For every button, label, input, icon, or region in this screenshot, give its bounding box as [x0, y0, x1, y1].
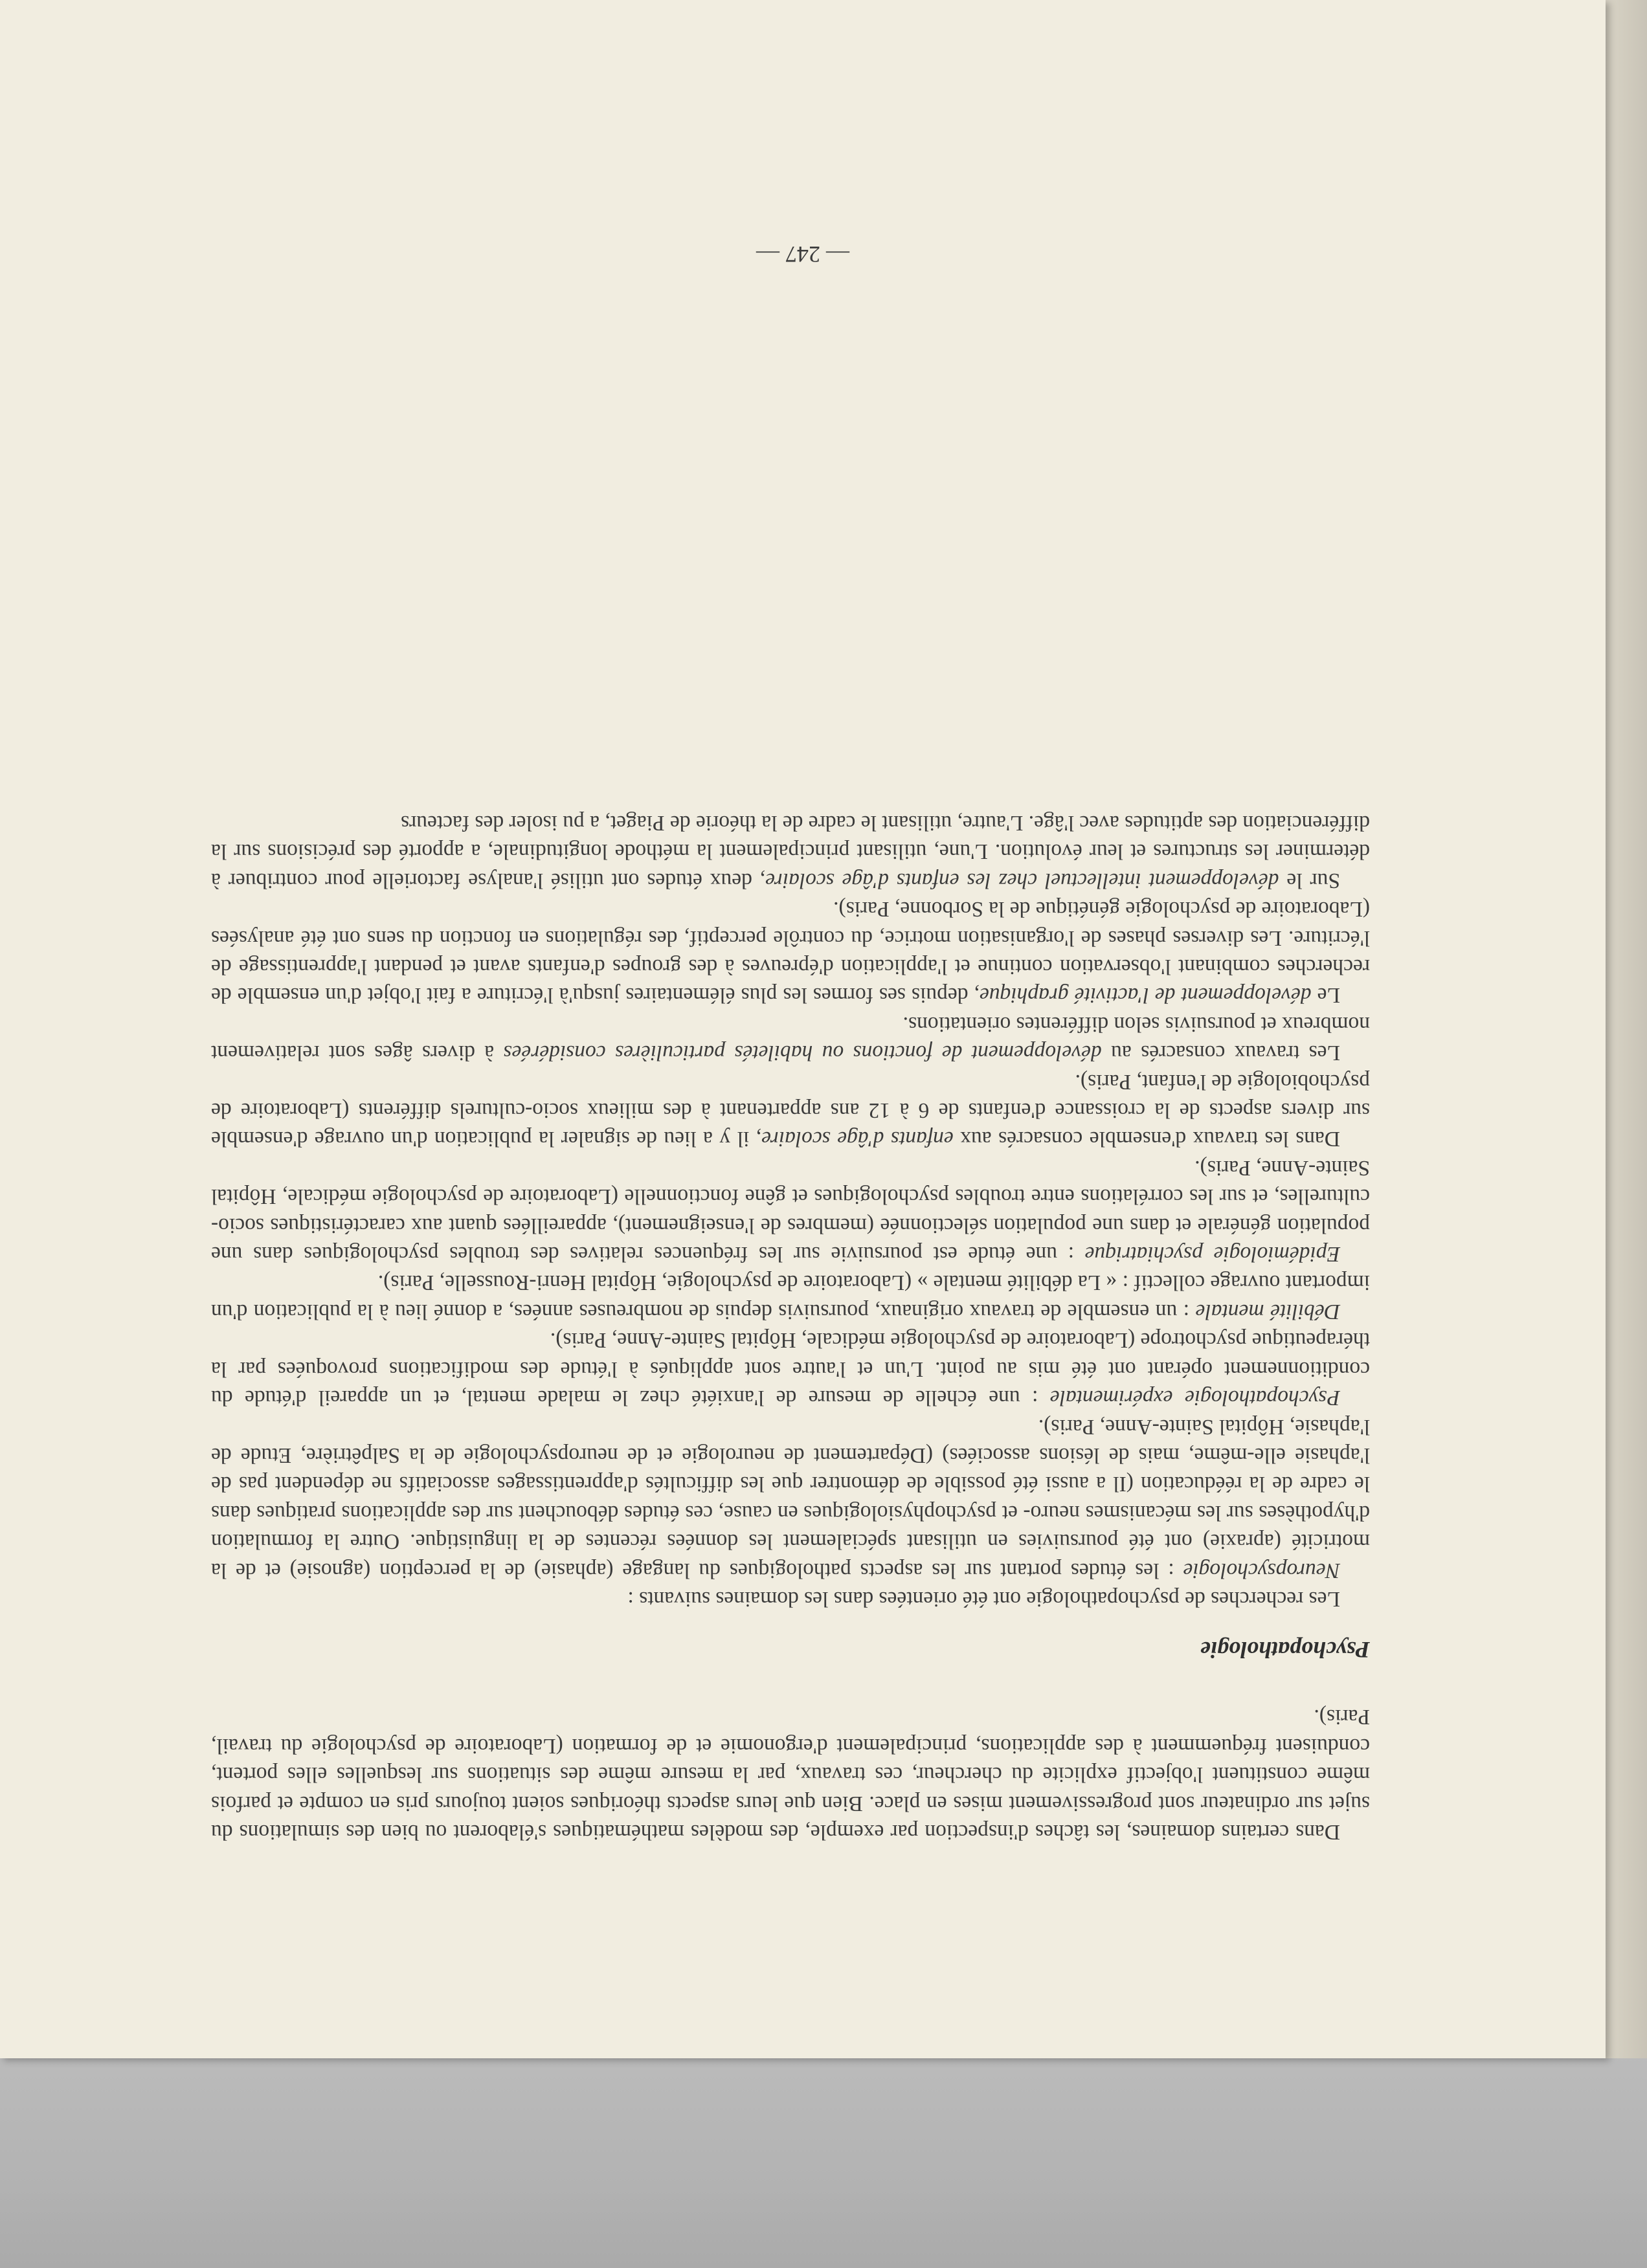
- page-edge: [1606, 0, 1647, 2058]
- text-neuropsychologie: : les études portant sur les aspects pathologiques du langage (aphasie) de la perception (agnosie) et de la motricité (apraxie) ont été poursuivies en utilisant spécialement les données récentes de la linguistique. Outre la formulation d'hypothèses sur les mécanismes neuro- et psychophysiologiques en cause, ces études débouchent sur des applications pratiques dans le cadre de la rééducation (Il a aussi été possible de démontrer que les difficultés d'apprentissages associatifs ne dépendent pas de l'aphasie elle-même, mais de lésions associées) (Département de neurologie et de neuropsychologie de la Salpêtrière, Etude de l'aphasie, Hôpital Sainte-Anne, Paris).: [211, 1414, 1370, 1583]
- text-graphique-1: Le: [1311, 983, 1340, 1008]
- term-enfants-age-scolaire: enfants d'âge scolaire: [761, 1127, 954, 1151]
- page-number: — 247 —: [756, 241, 849, 267]
- text-graphique-2: , depuis ses formes les plus élémentaires jusqu'à l'écriture a fait l'objet d'un ensemble de recherches combinant l'observation continue et l'application d'épreuves à des groupes d'enfants avant et pendant l'apprentissage de l'écriture. Les diverses phases de l'organisation motrice, du contrôle perceptif, des régulations en fonction du sens ont été analysées (Laboratoire de psychologie génétique de la Sorbonne, Paris).: [211, 897, 1370, 1008]
- paragraph-debilite-mentale: [211, 1268, 1370, 1326]
- term-fonctions: développement de fonctions ou habiletés particulières considérées: [503, 1041, 1102, 1065]
- text-fonctions-1: Les travaux consacrés au: [1101, 1041, 1340, 1065]
- paragraph-activite-graphique: [211, 895, 1370, 1010]
- paragraph-epidemiologie: [211, 1153, 1370, 1268]
- paragraph-neuropsychologie: [211, 1412, 1370, 1584]
- text-fonctions-2: à divers âges sont relativement nombreux et poursuivis selon différentes orientations.: [211, 1012, 1370, 1065]
- intro-paragraph: Dans certains domaines, les tâches d'inspection par exemple, des modèles mathématiques s'élaborent ou bien des simulations du sujet sur ordinateur sont progressivement mises en place. Bien que leurs aspects théoriques soient toujours pris en compte et parfois même constituent l'objectif explicite du chercheur, ces travaux, par la mesure même des situations sur lesquelles elles portent, conduisent fréquemment à des applications, principalement d'ergonomie et de formation (Laboratoire de psychologie du travail, Paris).: [211, 1705, 1370, 1844]
- scanner-background: [0, 2039, 1647, 2268]
- text-debilite-mentale: : un ensemble de travaux originaux, poursuivis depuis de nombreuses années, a donné lieu à la publication d'un important ouvrage collectif : « La débilité mentale » (Laboratoire de psychologie, Hôpital Henri-Rousselle, Paris).: [211, 1271, 1370, 1324]
- term-developpement-intellectuel: développement intellectuel chez les enfants d'âge scolaire: [765, 868, 1279, 893]
- section-heading: Psychopathologie: [1200, 1636, 1370, 1663]
- paragraph-enfants-age-scolaire: [211, 1067, 1370, 1153]
- text-enfants-2: , il y a lieu de signaler la publication d'un ouvrage d'ensemble sur divers aspects de la croissance d'enfants de 6 à 12 ans appartenant à des milieux socio-culturels différents (Laboratoire de psychobiologie de l'enfant, Paris).: [211, 1069, 1370, 1151]
- text-psychopathologie-experimentale: : une échelle de mesure de l'anxiété chez le malade mental, et un appareil d'étude du conditionnement opérant ont été mis au point. L'un et l'autre sont appliqués à l'étude des modifications provoquées par la thérapeutique psychotrope (Laboratoire de psychologie médicale, Hôpital Sainte-Anne, Paris).: [211, 1328, 1370, 1410]
- term-epidemiologie: Epidémiologie psychiatrique: [1084, 1242, 1340, 1267]
- text-column: [211, 808, 1370, 1846]
- text-intellectuel-2: , deux études ont utilisé l'analyse factorielle pour contribuer à déterminer les structures et leur évolution. L'une, utilisant principalement la méthode longitudinale, a apporté des précisions sur la différenciation des aptitudes avec l'âge. L'autre, utilisant le cadre de la théorie de Piaget, a pu isoler des facteurs: [211, 811, 1370, 893]
- paragraph-psychopathologie-experimentale: [211, 1326, 1370, 1412]
- term-debilite-mentale: Débilité mentale: [1195, 1299, 1340, 1324]
- text-epidemiologie: : une étude est poursuivie sur les fréquences relatives des troubles psychologiques dans une population générale et dans une population sélectionnée (membres de l'enseignement), appareillées quant aux caractéristiques socio-culturelles, et sur les corrélations entre troubles psychologiques et gêne fonctionnelle (Laboratoire de psychologie médicale, Hôpital Sainte-Anne, Paris).: [211, 1155, 1370, 1267]
- text-enfants-1: Dans les travaux d'ensemble consacrés aux: [953, 1127, 1340, 1151]
- paragraph-developpement-intellectuel: [211, 808, 1370, 895]
- term-activite-graphique: développement de l'activité graphique: [979, 983, 1312, 1008]
- text-intellectuel-1: Sur le: [1279, 868, 1340, 893]
- section-intro: Les recherches de psychopathologie ont été orientées dans les domaines suivants :: [627, 1586, 1340, 1611]
- paragraph-fonctions: [211, 1009, 1370, 1067]
- term-neuropsychologie: Neuropsychologie: [1183, 1558, 1340, 1583]
- term-psychopathologie-experimentale: Psychopathologie expérimentale: [1049, 1386, 1340, 1410]
